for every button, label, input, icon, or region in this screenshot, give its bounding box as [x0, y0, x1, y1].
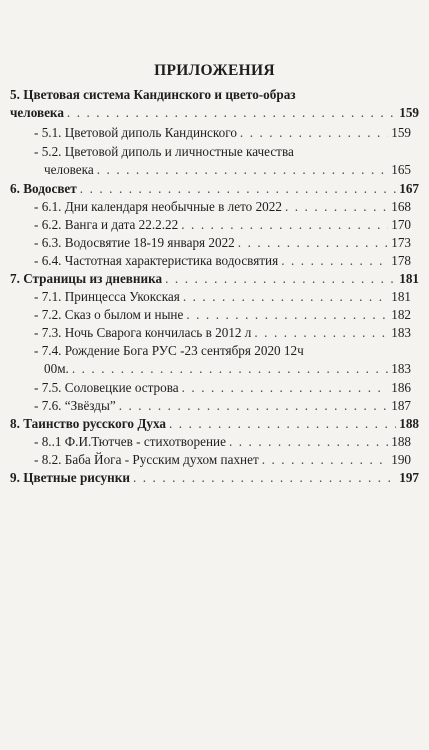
toc-entry-title: - 6.1. Дни календаря необычные в лето 2022: [34, 199, 282, 214]
toc-page-number: 183: [391, 325, 411, 340]
toc-entry-title: 8. Таинство русского Духа: [10, 416, 167, 431]
toc-entry-title: - 7.2. Сказ о былом и ныне: [34, 307, 184, 322]
toc-entry-title: - 7.5. Соловецкие острова: [34, 380, 179, 395]
toc-entry-8-2: [34, 451, 411, 469]
toc-entry-title: - 7.1. Принцесса Укокская: [34, 289, 180, 304]
toc-entry-title: 5. Цветовая система Кандинского и цвето-образ: [10, 87, 296, 102]
leader-dots: [119, 397, 389, 415]
toc-entry-7-1: [34, 288, 411, 306]
toc-chapter-9: [10, 469, 419, 487]
toc-page-number: 186: [391, 380, 411, 395]
toc-entry-6-3: [34, 234, 411, 252]
leader-dots: [67, 104, 396, 122]
leader-dots: [281, 252, 388, 270]
toc-chapter-8: [10, 415, 419, 433]
leader-dots: [72, 360, 388, 378]
toc-entry-6-1: [34, 198, 411, 216]
toc-entry-title: - 6.2. Ванга и дата 22.2.22: [34, 217, 179, 232]
toc-entry-title: 9. Цветные рисунки: [10, 470, 130, 485]
toc-entry-7-5: [34, 379, 411, 397]
toc-entry-title: - 7.4. Рождение Бога РУС -23 сентября 2020 12ч: [34, 343, 304, 358]
toc-page-number: 183: [391, 361, 411, 376]
toc-entry-title: 7. Страницы из дневника: [10, 271, 163, 286]
toc-page-number: 167: [399, 181, 419, 196]
toc-entry-title: - 8.2. Баба Йога - Русским духом пахнет: [34, 452, 259, 467]
toc-page-number: 165: [391, 162, 411, 177]
toc-page-number: 187: [391, 398, 411, 413]
toc-entry-title: - 6.4. Частотная характеристика водосвятия: [34, 253, 279, 268]
toc-entry-title: - 7.3. Ночь Сварога кончилась в 2012 л: [34, 325, 252, 340]
toc-entry-7-6: [34, 397, 411, 415]
toc-page-number: 188: [391, 434, 411, 449]
toc-entry-title: - 8..1 Ф.И.Тютчев - стихотворение: [34, 434, 226, 449]
toc-page-number: 170: [391, 217, 411, 232]
toc-heading: ПРИЛОЖЕНИЯ: [154, 62, 275, 79]
leader-dots: [238, 234, 388, 252]
leader-dots: [285, 198, 388, 216]
toc-page-number: 173: [391, 235, 411, 250]
toc-entry-title-cont: 00м.: [44, 361, 69, 376]
toc-page-number: 197: [399, 470, 419, 485]
leader-dots: [240, 124, 388, 142]
toc-page-number: 190: [391, 452, 411, 467]
toc-entry-5-2: [34, 143, 411, 179]
leader-dots: [182, 379, 389, 397]
toc-entry-title: - 5.2. Цветовой диполь и личностные качества: [34, 144, 294, 159]
toc-page-number: 168: [391, 199, 411, 214]
leader-dots: [254, 324, 388, 342]
toc-entry-title: - 6.3. Водосвятие 18-19 января 2022: [34, 235, 235, 250]
leader-dots: [169, 415, 396, 433]
toc-entry-6-2: [34, 216, 411, 234]
leader-dots: [186, 306, 388, 324]
leader-dots: [229, 433, 388, 451]
toc-entry-7-3: [34, 324, 411, 342]
toc-page-number: 181: [399, 271, 419, 286]
leader-dots: [181, 216, 388, 234]
toc-chapter-5: [10, 86, 419, 122]
toc-entry-title: - 5.1. Цветовой диполь Кандинского: [34, 125, 237, 140]
toc-page-number: 188: [399, 416, 419, 431]
leader-dots: [133, 469, 396, 487]
toc-entry-title: 6. Водосвет: [10, 181, 77, 196]
toc-entry-8-1: [34, 433, 411, 451]
toc-page-number: 178: [391, 253, 411, 268]
toc-entry-5-1: [34, 124, 411, 142]
toc-entry-title-cont: человека: [10, 105, 64, 120]
toc-chapter-6: [10, 180, 419, 198]
leader-dots: [165, 270, 396, 288]
toc-entry-6-4: [34, 252, 411, 270]
toc-entry-7-4: [34, 342, 411, 378]
toc-chapter-7: [10, 270, 419, 288]
toc-page-number: 181: [391, 289, 411, 304]
toc-page-number: 159: [391, 125, 411, 140]
leader-dots: [183, 288, 388, 306]
toc-entry-title-cont: человека: [44, 162, 94, 177]
leader-dots: [262, 451, 389, 469]
toc-page-number: 159: [399, 105, 419, 120]
leader-dots: [97, 161, 388, 179]
toc-entry-7-2: [34, 306, 411, 324]
toc-page-number: 182: [391, 307, 411, 322]
toc-entry-title: - 7.6. “Звёзды”: [34, 398, 116, 413]
leader-dots: [80, 180, 396, 198]
